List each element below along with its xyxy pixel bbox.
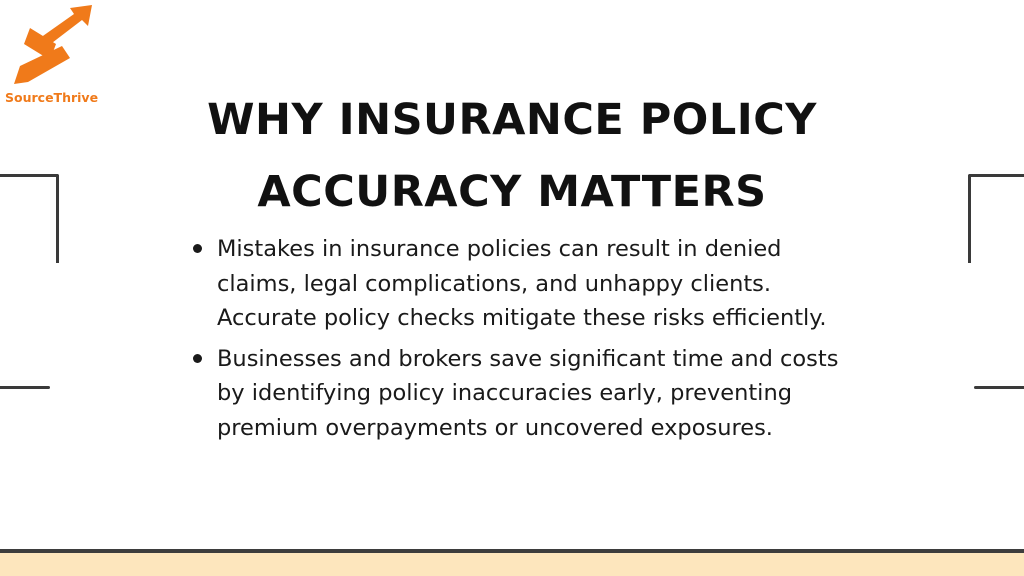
brand-name: SourceThrive	[5, 90, 99, 105]
bullet-dot-icon	[193, 354, 202, 363]
bullet-dot-icon	[193, 244, 202, 253]
slide-title-line-1: WHY INSURANCE POLICY	[207, 95, 817, 145]
slide-title	[0, 84, 1024, 228]
decorative-line-right	[974, 386, 1024, 389]
bullet-text: Mistakes in insurance policies can result in denied claims, legal complications, and unhappy clients. Accurate policy checks mitigate these risks efficiently.	[217, 236, 827, 331]
decorative-line-left	[0, 386, 50, 389]
source-thrive-logo-icon	[10, 2, 100, 88]
bullet-item	[190, 232, 850, 336]
bullet-item	[190, 342, 850, 446]
bullet-text: Businesses and brokers save significant time and costs by identifying policy inaccuracies early, preventing premium overpayments or uncovered exposures.	[217, 345, 839, 441]
bullet-list	[190, 232, 850, 451]
bottom-band	[0, 549, 1024, 576]
slide-title-line-2: ACCURACY MATTERS	[257, 167, 767, 217]
